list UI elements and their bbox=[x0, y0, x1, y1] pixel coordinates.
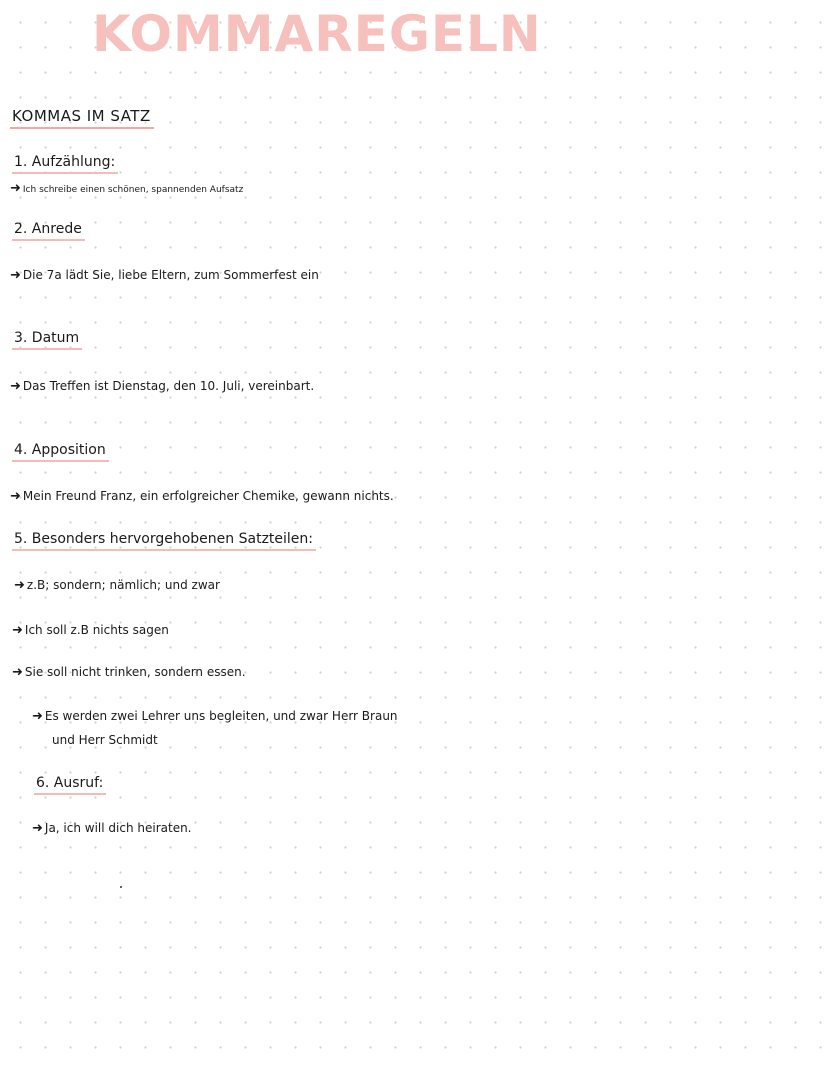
example-text: z.B; sondern; nämlich; und zwar bbox=[26, 578, 220, 592]
arrow-right-icon: ➜ bbox=[12, 623, 23, 638]
rule-heading-aufzaehlung: 1. Aufzählung: bbox=[12, 153, 118, 174]
example-text: Ja, ich will dich heiraten. bbox=[44, 821, 192, 835]
rule-example bbox=[10, 488, 394, 505]
rule-example bbox=[12, 664, 246, 681]
stray-dot bbox=[120, 886, 122, 888]
rule-example bbox=[10, 378, 314, 395]
rule-example bbox=[14, 577, 220, 594]
arrow-right-icon: ➜ bbox=[10, 181, 21, 196]
arrow-right-icon: ➜ bbox=[10, 489, 21, 504]
example-text: Ich soll z.B nichts sagen bbox=[24, 623, 169, 637]
page-title: KOMMAREGELN bbox=[92, 5, 542, 63]
rule-heading-hervorgehoben: 5. Besonders hervorgehobenen Satzteilen: bbox=[12, 530, 316, 551]
rule-example bbox=[10, 267, 319, 284]
arrow-right-icon: ➜ bbox=[10, 379, 21, 394]
rule-example bbox=[12, 622, 169, 639]
rule-heading-datum: 3. Datum bbox=[12, 329, 82, 350]
arrow-right-icon: ➜ bbox=[32, 821, 43, 836]
example-text: Mein Freund Franz, ein erfolgreicher Chemike, gewann nichts. bbox=[22, 489, 394, 503]
arrow-right-icon: ➜ bbox=[14, 578, 25, 593]
arrow-right-icon: ➜ bbox=[32, 709, 43, 724]
rule-heading-ausruf: 6. Ausruf: bbox=[34, 774, 106, 795]
example-text: Die 7a lädt Sie, liebe Eltern, zum Sommerfest ein bbox=[22, 268, 319, 282]
rule-example bbox=[10, 181, 243, 198]
arrow-right-icon: ➜ bbox=[12, 665, 23, 680]
example-text: Ich schreibe einen schönen, spannenden Aufsatz bbox=[22, 185, 244, 195]
rule-heading-apposition: 4. Apposition bbox=[12, 441, 109, 462]
section-heading: KOMMAS IM SATZ bbox=[10, 106, 154, 129]
example-text: Das Treffen ist Dienstag, den 10. Juli, vereinbart. bbox=[22, 379, 315, 393]
rule-example bbox=[32, 708, 398, 725]
rule-example bbox=[32, 820, 192, 837]
example-text: Sie soll nicht trinken, sondern essen. bbox=[24, 665, 246, 679]
rule-heading-anrede: 2. Anrede bbox=[12, 220, 85, 241]
rule-example-continued: und Herr Schmidt bbox=[52, 733, 158, 747]
example-text: Es werden zwei Lehrer uns begleiten, und zwar Herr Braun bbox=[44, 709, 398, 723]
arrow-right-icon: ➜ bbox=[10, 268, 21, 283]
